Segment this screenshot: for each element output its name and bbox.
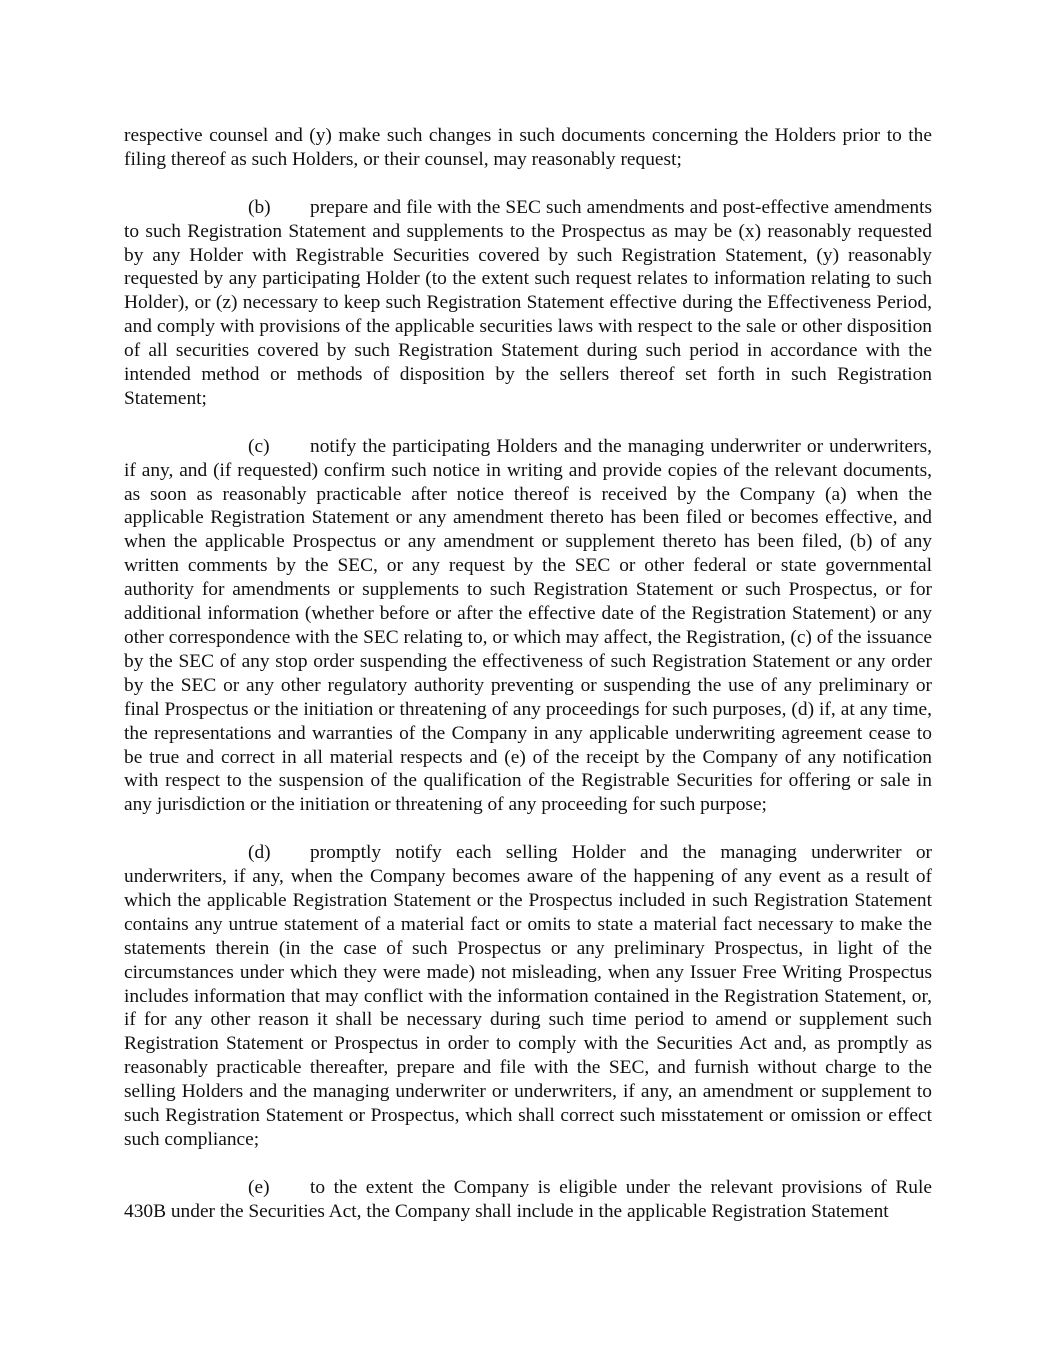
paragraph-c — [124, 435, 932, 818]
paragraph-text: prepare and file with the SEC such amendments and post-effective amendments to such Registration Statement and supplements to the Prospectus as may be (x) reasonably requested by any Holder with Registrable Securities covered by such Registration Statement, (y) reasonably requested by any participating Holder (to the extent such request relates to information relating to such Holder), or (z) necessary to keep such Registration Statement effective during the Effectiveness Period, and comply with provisions of the applicable securities laws with respect to the sale or other disposition of all securities covered by such Registration Statement during such period in accordance with the intended method or methods of disposition by the sellers thereof set forth in such Registration Statement; — [124, 196, 932, 409]
paragraph-b — [124, 196, 932, 411]
document-page — [124, 124, 932, 1248]
paragraph-label: (d) — [248, 842, 271, 864]
paragraph-label: (e) — [248, 1176, 270, 1198]
paragraph-label: (c) — [248, 435, 270, 457]
paragraph-e — [124, 1176, 932, 1224]
paragraph-d — [124, 841, 932, 1152]
paragraph-text: respective counsel and (y) make such changes in such documents concerning the Holders prior to the filing thereof as such Holders, or their counsel, may reasonably request; — [124, 125, 932, 170]
paragraph-text: to the extent the Company is eligible under the relevant provisions of Rule 430B under the Securities Act, the Company shall include in the applicable Registration Statement — [124, 1176, 932, 1222]
paragraph-text: promptly notify each selling Holder and the managing underwriter or underwriters, if any, when the Company becomes aware of the happening of any event as a result of which the applicable Registration Statement or the Prospectus included in such Registration Statement contains any untrue statement of a material fact or omits to state a material fact necessary to make the statements therein (in the case of such Prospectus or any preliminary Prospectus, in light of the circumstances under which they were made) not misleading, when any Issuer Free Writing Prospectus includes information that may conflict with the information contained in the Registration Statement, or, if for any other reason it shall be necessary during such time period to amend or supplement such Registration Statement or Prospectus in order to comply with the Securities Act and, as promptly as reasonably practicable thereafter, prepare and file with the SEC, and furnish without charge to the selling Holders and the managing underwriter or underwriters, if any, an amendment or supplement to such Registration Statement or Prospectus, which shall correct such misstatement or omission or effect such compliance; — [124, 842, 932, 1151]
paragraph-text: notify the participating Holders and the managing underwriter or underwriters, if any, and (if requested) confirm such notice in writing and provide copies of the relevant documents, as soon as reasonably practicable after notice thereof is received by the Company (a) when the applicable Registration Statement or any amendment thereto has been filed or becomes effective, and when the applicable Prospectus or any amendment or supplement thereto has been filed, (b) of any written comments by the SEC, or any request by the SEC or other federal or state governmental authority for amendments or supplements to such Registration Statement or such Prospectus, or for additional information (whether before or after the effective date of the Registration Statement) or any other correspondence with the SEC relating to, or which may affect, the Registration, (c) of the issuance by the SEC of any stop order suspending the effectiveness of such Registration Statement or any order by the SEC or any other regulatory authority preventing or suspending the use of any preliminary or final Prospectus or the initiation or threatening of any proceedings for such purposes, (d) if, at any time, the representations and warranties of the Company in any applicable underwriting agreement cease to be true and correct in all material respects and (e) of the receipt by the Company of any notification with respect to the suspension of the qualification of the Registrable Securities for offering or sale in any jurisdiction or the initiation or threatening of any proceeding for such purpose; — [124, 435, 932, 816]
paragraph-continuation — [124, 124, 932, 172]
paragraph-label: (b) — [248, 196, 271, 218]
